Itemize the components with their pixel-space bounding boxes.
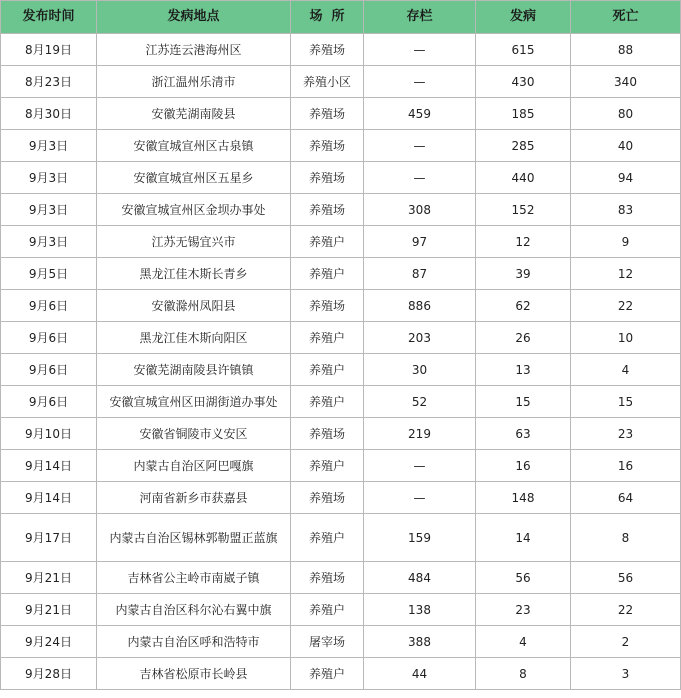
cell-stock: —	[364, 482, 476, 514]
cell-place: 安徽芜湖南陵县许镇镇	[97, 354, 291, 386]
cell-site: 养殖户	[291, 658, 364, 690]
cell-dead: 16	[571, 450, 681, 482]
cell-place: 内蒙古自治区科尔沁右翼中旗	[97, 594, 291, 626]
cell-site: 养殖场	[291, 194, 364, 226]
table-row	[1, 482, 681, 514]
cell-sick: 26	[476, 322, 571, 354]
cell-dead: 23	[571, 418, 681, 450]
header-place: 发病地点	[97, 1, 291, 34]
cell-sick: 23	[476, 594, 571, 626]
cell-sick: 12	[476, 226, 571, 258]
table-body	[1, 34, 681, 690]
cell-place: 内蒙古自治区锡林郭勒盟正蓝旗	[97, 514, 291, 562]
cell-dead: 9	[571, 226, 681, 258]
header-site: 场 所	[291, 1, 364, 34]
cell-stock: 159	[364, 514, 476, 562]
cell-dead: 80	[571, 98, 681, 130]
header-row	[1, 1, 681, 34]
cell-sick: 430	[476, 66, 571, 98]
cell-date: 9月28日	[1, 658, 97, 690]
cell-sick: 13	[476, 354, 571, 386]
cell-date: 9月24日	[1, 626, 97, 658]
cell-date: 9月14日	[1, 482, 97, 514]
cell-dead: 15	[571, 386, 681, 418]
cell-sick: 285	[476, 130, 571, 162]
cell-date: 9月21日	[1, 594, 97, 626]
cell-sick: 15	[476, 386, 571, 418]
cell-place: 安徽省铜陵市义安区	[97, 418, 291, 450]
cell-dead: 22	[571, 290, 681, 322]
cell-place: 吉林省松原市长岭县	[97, 658, 291, 690]
cell-place: 河南省新乡市获嘉县	[97, 482, 291, 514]
cell-site: 养殖场	[291, 162, 364, 194]
cell-site: 养殖场	[291, 98, 364, 130]
cell-sick: 62	[476, 290, 571, 322]
cell-stock: —	[364, 66, 476, 98]
cell-date: 9月3日	[1, 194, 97, 226]
table-row	[1, 66, 681, 98]
cell-place: 江苏连云港海州区	[97, 34, 291, 66]
cell-place: 浙江温州乐清市	[97, 66, 291, 98]
cell-date: 9月3日	[1, 226, 97, 258]
table-row	[1, 514, 681, 562]
cell-place: 江苏无锡宜兴市	[97, 226, 291, 258]
cell-dead: 10	[571, 322, 681, 354]
cell-stock: 203	[364, 322, 476, 354]
cell-stock: 886	[364, 290, 476, 322]
table-row	[1, 258, 681, 290]
cell-sick: 615	[476, 34, 571, 66]
cell-dead: 83	[571, 194, 681, 226]
cell-dead: 8	[571, 514, 681, 562]
table-row	[1, 34, 681, 66]
cell-sick: 185	[476, 98, 571, 130]
cell-stock: 219	[364, 418, 476, 450]
cell-date: 9月21日	[1, 562, 97, 594]
table-header	[1, 1, 681, 34]
cell-date: 8月30日	[1, 98, 97, 130]
cell-site: 养殖户	[291, 354, 364, 386]
cell-date: 9月3日	[1, 162, 97, 194]
cell-site: 养殖场	[291, 418, 364, 450]
cell-site: 养殖场	[291, 34, 364, 66]
cell-place: 黑龙江佳木斯长青乡	[97, 258, 291, 290]
header-sick: 发病	[476, 1, 571, 34]
cell-date: 8月23日	[1, 66, 97, 98]
cell-dead: 40	[571, 130, 681, 162]
cell-sick: 440	[476, 162, 571, 194]
cell-place: 安徽芜湖南陵县	[97, 98, 291, 130]
table-row	[1, 354, 681, 386]
cell-dead: 2	[571, 626, 681, 658]
cell-stock: 44	[364, 658, 476, 690]
cell-dead: 88	[571, 34, 681, 66]
cell-sick: 148	[476, 482, 571, 514]
cell-stock: 87	[364, 258, 476, 290]
cell-site: 养殖户	[291, 386, 364, 418]
table-row	[1, 290, 681, 322]
table-row	[1, 450, 681, 482]
cell-place: 安徽宣城宣州区田湖街道办事处	[97, 386, 291, 418]
cell-place: 安徽宣城宣州区金坝办事处	[97, 194, 291, 226]
cell-sick: 4	[476, 626, 571, 658]
table-row	[1, 594, 681, 626]
cell-stock: —	[364, 34, 476, 66]
table-row	[1, 418, 681, 450]
header-stock: 存栏	[364, 1, 476, 34]
cell-sick: 16	[476, 450, 571, 482]
cell-sick: 8	[476, 658, 571, 690]
cell-site: 养殖小区	[291, 66, 364, 98]
table-row	[1, 386, 681, 418]
cell-stock: 388	[364, 626, 476, 658]
cell-place: 安徽宣城宣州区古泉镇	[97, 130, 291, 162]
cell-place: 安徽宣城宣州区五星乡	[97, 162, 291, 194]
cell-date: 9月14日	[1, 450, 97, 482]
cell-dead: 4	[571, 354, 681, 386]
cell-site: 养殖场	[291, 482, 364, 514]
header-date: 发布时间	[1, 1, 97, 34]
table-row	[1, 658, 681, 690]
cell-stock: 484	[364, 562, 476, 594]
cell-date: 9月6日	[1, 322, 97, 354]
cell-stock: 52	[364, 386, 476, 418]
cell-site: 养殖户	[291, 226, 364, 258]
cell-sick: 56	[476, 562, 571, 594]
cell-site: 屠宰场	[291, 626, 364, 658]
table-row	[1, 226, 681, 258]
cell-sick: 14	[476, 514, 571, 562]
header-dead: 死亡	[571, 1, 681, 34]
cell-place: 内蒙古自治区阿巴嘎旗	[97, 450, 291, 482]
table-row	[1, 194, 681, 226]
cell-date: 9月17日	[1, 514, 97, 562]
cell-stock: —	[364, 162, 476, 194]
cell-stock: 138	[364, 594, 476, 626]
cell-place: 黑龙江佳木斯向阳区	[97, 322, 291, 354]
cell-date: 9月6日	[1, 354, 97, 386]
cell-dead: 22	[571, 594, 681, 626]
cell-dead: 12	[571, 258, 681, 290]
cell-date: 9月6日	[1, 386, 97, 418]
cell-site: 养殖场	[291, 562, 364, 594]
cell-date: 9月5日	[1, 258, 97, 290]
cell-dead: 340	[571, 66, 681, 98]
cell-stock: 459	[364, 98, 476, 130]
cell-stock: —	[364, 450, 476, 482]
cell-place: 安徽滁州凤阳县	[97, 290, 291, 322]
cell-sick: 63	[476, 418, 571, 450]
cell-dead: 3	[571, 658, 681, 690]
table-row	[1, 322, 681, 354]
table-row	[1, 130, 681, 162]
cell-site: 养殖户	[291, 594, 364, 626]
cell-dead: 64	[571, 482, 681, 514]
cell-date: 9月6日	[1, 290, 97, 322]
cell-site: 养殖户	[291, 514, 364, 562]
cell-stock: 97	[364, 226, 476, 258]
cell-dead: 94	[571, 162, 681, 194]
cell-site: 养殖户	[291, 322, 364, 354]
cell-stock: 308	[364, 194, 476, 226]
table-row	[1, 162, 681, 194]
cell-site: 养殖户	[291, 450, 364, 482]
cell-sick: 39	[476, 258, 571, 290]
table-row	[1, 98, 681, 130]
cell-site: 养殖户	[291, 258, 364, 290]
cell-sick: 152	[476, 194, 571, 226]
cell-date: 8月19日	[1, 34, 97, 66]
cell-site: 养殖场	[291, 290, 364, 322]
cell-dead: 56	[571, 562, 681, 594]
cell-site: 养殖场	[291, 130, 364, 162]
cell-place: 内蒙古自治区呼和浩特市	[97, 626, 291, 658]
table-row	[1, 626, 681, 658]
cell-stock: —	[364, 130, 476, 162]
cell-stock: 30	[364, 354, 476, 386]
cell-date: 9月3日	[1, 130, 97, 162]
cell-place: 吉林省公主岭市南崴子镇	[97, 562, 291, 594]
table-row	[1, 562, 681, 594]
cell-date: 9月10日	[1, 418, 97, 450]
